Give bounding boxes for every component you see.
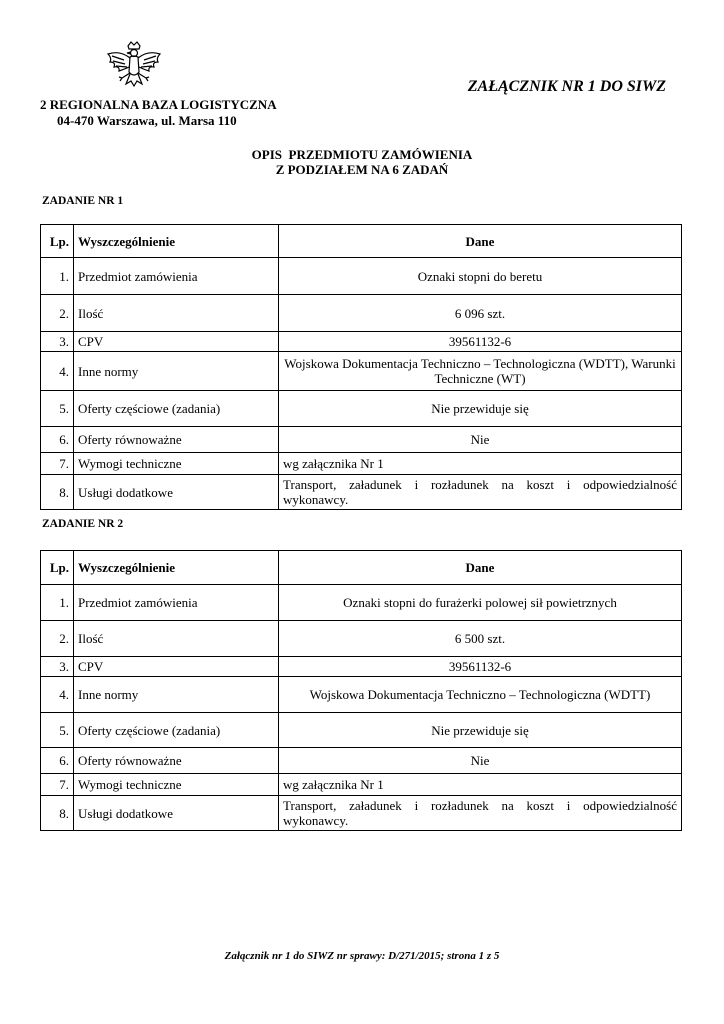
row-lp: 1.: [41, 258, 74, 295]
table-row: [41, 796, 682, 831]
row-value: 39561132-6: [279, 657, 682, 677]
row-lp: 3.: [41, 332, 74, 352]
column-header-name: Wyszczególnienie: [74, 551, 279, 585]
table-row: [41, 774, 682, 796]
column-header-lp: Lp.: [41, 551, 74, 585]
row-value: wg załącznika Nr 1: [279, 774, 682, 796]
row-name: Oferty częściowe (zadania): [74, 391, 279, 427]
column-header-name: Wyszczególnienie: [74, 225, 279, 258]
row-value: Nie: [279, 427, 682, 453]
row-value: 6 096 szt.: [279, 295, 682, 332]
table-row: [41, 475, 682, 510]
column-header-value: Dane: [279, 225, 682, 258]
row-name: Inne normy: [74, 677, 279, 713]
row-value: Wojskowa Dokumentacja Techniczno – Technologiczna (WDTT): [279, 677, 682, 713]
row-lp: 5.: [41, 391, 74, 427]
table-row: [41, 391, 682, 427]
row-name: CPV: [74, 657, 279, 677]
task-2-heading: ZADANIE NR 2: [42, 518, 124, 530]
row-name: Ilość: [74, 295, 279, 332]
row-value: Transport, załadunek i rozładunek na koszt i odpowiedzialność wykonawcy.: [279, 475, 682, 510]
row-value: 39561132-6: [279, 332, 682, 352]
row-lp: 6.: [41, 427, 74, 453]
row-value: wg załącznika Nr 1: [279, 453, 682, 475]
row-lp: 3.: [41, 657, 74, 677]
row-lp: 4.: [41, 352, 74, 391]
table-row: [41, 352, 682, 391]
row-value: 6 500 szt.: [279, 621, 682, 657]
row-value: Nie przewiduje się: [279, 391, 682, 427]
row-value: Wojskowa Dokumentacja Techniczno – Technologiczna (WDTT), Warunki Techniczne (WT): [279, 352, 682, 391]
row-value: Oznaki stopni do furażerki polowej sił powietrznych: [279, 585, 682, 621]
table-row: [41, 258, 682, 295]
task-2-table: [40, 550, 682, 831]
organization-name: 2 REGIONALNA BAZA LOGISTYCZNA: [40, 97, 277, 112]
table-header-row: [41, 551, 682, 585]
row-value: Nie: [279, 748, 682, 774]
row-name: Wymogi techniczne: [74, 453, 279, 475]
page-footer: Załącznik nr 1 do SIWZ nr sprawy: D/271/2015; strona 1 z 5: [224, 950, 500, 962]
row-name: Usługi dodatkowe: [74, 475, 279, 510]
row-lp: 5.: [41, 713, 74, 748]
row-lp: 2.: [41, 295, 74, 332]
row-lp: 7.: [41, 774, 74, 796]
column-header-value: Dane: [279, 551, 682, 585]
table-row: [41, 332, 682, 352]
table-row: [41, 453, 682, 475]
organization-address: 04-470 Warszawa, ul. Marsa 110: [57, 113, 237, 128]
row-name: Inne normy: [74, 352, 279, 391]
table-header-row: [41, 225, 682, 258]
table-row: [41, 295, 682, 332]
row-value: Transport, załadunek i rozładunek na koszt i odpowiedzialność wykonawcy.: [279, 796, 682, 831]
row-name: Oferty częściowe (zadania): [74, 713, 279, 748]
row-lp: 1.: [41, 585, 74, 621]
row-name: Przedmiot zamówienia: [74, 258, 279, 295]
row-lp: 4.: [41, 677, 74, 713]
row-lp: 7.: [41, 453, 74, 475]
table-row: [41, 657, 682, 677]
table-row: [41, 585, 682, 621]
row-name: Oferty równoważne: [74, 748, 279, 774]
column-header-lp: Lp.: [41, 225, 74, 258]
row-name: Przedmiot zamówienia: [74, 585, 279, 621]
row-lp: 8.: [41, 796, 74, 831]
row-lp: 8.: [41, 475, 74, 510]
row-name: Ilość: [74, 621, 279, 657]
task-1-table: [40, 224, 682, 510]
table-row: [41, 677, 682, 713]
attachment-title: ZAŁĄCZNIK NR 1 DO SIWZ: [467, 78, 666, 95]
document-title-line1: OPIS PRZEDMIOTU ZAMÓWIENIA: [251, 147, 473, 162]
row-name: CPV: [74, 332, 279, 352]
row-lp: 2.: [41, 621, 74, 657]
table-row: [41, 713, 682, 748]
row-name: Oferty równoważne: [74, 427, 279, 453]
row-value: Oznaki stopni do beretu: [279, 258, 682, 295]
document-title-line2: Z PODZIAŁEM NA 6 ZADAŃ: [275, 162, 449, 177]
eagle-emblem-icon: [104, 40, 164, 98]
table-row: [41, 748, 682, 774]
table-row: [41, 427, 682, 453]
table-row: [41, 621, 682, 657]
row-lp: 6.: [41, 748, 74, 774]
row-name: Wymogi techniczne: [74, 774, 279, 796]
row-name: Usługi dodatkowe: [74, 796, 279, 831]
task-1-heading: ZADANIE NR 1: [42, 195, 124, 207]
row-value: Nie przewiduje się: [279, 713, 682, 748]
